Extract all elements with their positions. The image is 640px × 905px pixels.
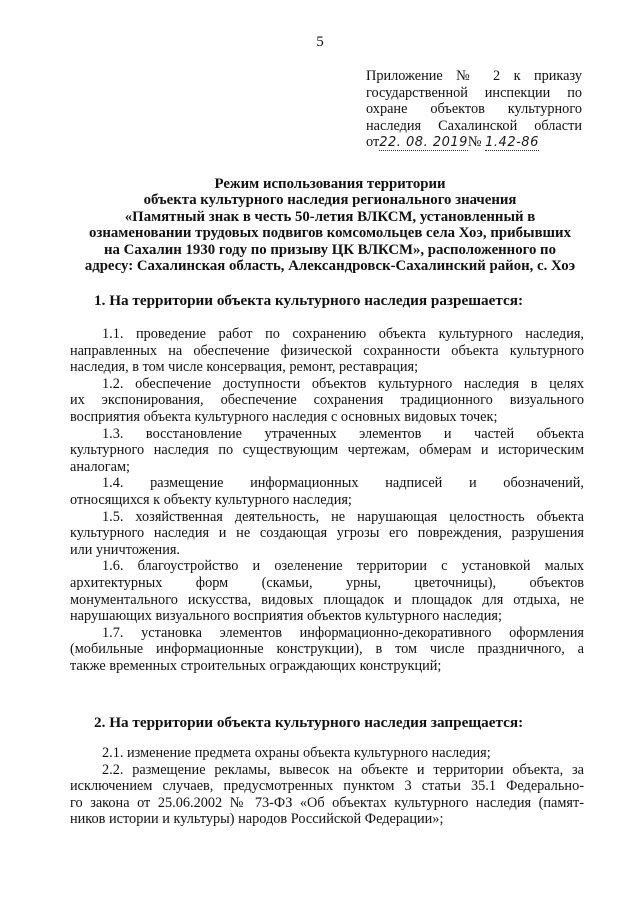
text-line: восприятия объекта культурного наследия с основных видовых точек; bbox=[70, 408, 498, 425]
paragraph-1-1 bbox=[70, 326, 584, 376]
text-line: или уничтожения. bbox=[70, 541, 180, 558]
title-line: «Памятный знак в честь 50-летия ВЛКСМ, установленный в bbox=[124, 208, 536, 225]
paragraph-1-4 bbox=[70, 475, 584, 508]
appendix-line: государственной инспекции по bbox=[366, 84, 582, 101]
appendix-line: наследия Сахалинской области bbox=[366, 117, 582, 134]
text-line: 1.6. благоустройство и озеленение территории с установкой малых bbox=[102, 558, 584, 575]
title-line: адресу: Сахалинская область, Александровск-Сахалинский район, с. Хоэ bbox=[84, 258, 576, 275]
text-line: 1.5. хозяйственная деятельность, не нарушающая целостность объекта bbox=[102, 508, 584, 525]
section-2-body bbox=[70, 745, 584, 828]
handwritten-number: 1.42-86 bbox=[485, 135, 539, 151]
appendix-number-prefix: № bbox=[467, 134, 482, 151]
text-line: архитектурных форм (скамьи, урны, цветочницы), объектов bbox=[70, 574, 584, 591]
text-line: исключением случаев, предусмотренных пунктом 3 статьи 35.1 Федерально- bbox=[70, 778, 584, 795]
appendix-from-prefix: от bbox=[366, 134, 380, 151]
title-line: объекта культурного наследия регионального значения bbox=[143, 192, 517, 209]
text-line: культурного наследия по существующим чертежам, обмерам и историческим bbox=[70, 442, 584, 459]
text-line: нарушающих визуального восприятия объектов культурного наследия; bbox=[70, 608, 502, 625]
text-line: 1.4. размещение информационных надписей и обозначений, bbox=[102, 475, 584, 492]
text-line: их экспонирования, обеспечение сохранения традиционного визуального bbox=[70, 392, 584, 409]
text-line: 1.2. обеспечение доступности объектов культурного наследия в целях bbox=[102, 375, 584, 392]
paragraph-2-2 bbox=[70, 762, 584, 828]
text-line: направленных на обеспечение физической сохранности объекта культурного bbox=[70, 342, 584, 359]
appendix-line: охране объектов культурного bbox=[366, 101, 582, 118]
text-line: монументального искусства, видовых площадок и площадок для отдыха, не bbox=[70, 591, 584, 608]
title-line: Режим использования территории bbox=[214, 176, 446, 192]
text-line: 2.1. изменение предмета охраны объекта культурного наследия; bbox=[102, 745, 491, 761]
text-line: 2.2. размещение рекламы, вывесок на объекте и территории объекта, за bbox=[102, 761, 584, 778]
paragraph-1-6 bbox=[70, 558, 584, 624]
paragraph-1-2 bbox=[70, 376, 584, 426]
section-1-heading: 1. На территории объекта культурного наследия разрешается: bbox=[94, 292, 524, 309]
section-2-heading: 2. На территории объекта культурного наследия запрещается: bbox=[94, 714, 524, 731]
text-line: культурного наследия и не создающая угрозы его повреждения, разрушения bbox=[70, 525, 584, 542]
handwritten-date: 22. 08. 2019 bbox=[379, 135, 468, 151]
paragraph-1-5 bbox=[70, 509, 584, 559]
appendix-line: Приложение № 2 к приказу bbox=[366, 68, 582, 84]
text-line: (мобильные информационные конструкции), в том числе праздничного, а bbox=[70, 641, 584, 658]
title-line: на Сахалин 1930 году по призыву ЦК ВЛКСМ», расположенного по bbox=[104, 241, 556, 258]
paragraph-2-1 bbox=[70, 745, 584, 762]
appendix-date-line bbox=[366, 134, 582, 152]
text-line: ников истории и культуры) народов Российской Федерации»; bbox=[70, 811, 444, 828]
text-line: также временных строительных ограждающих конструкций; bbox=[70, 657, 442, 674]
text-line: наследия, в том числе консервация, ремонт, реставрация; bbox=[70, 359, 419, 376]
paragraph-1-7 bbox=[70, 625, 584, 675]
title-line: ознаменовании трудовых подвигов комсомольцев села Хоэ, прибывших bbox=[89, 225, 571, 242]
appendix-block bbox=[366, 68, 582, 152]
text-line: 1.1. проведение работ по сохранению объекта культурного наследия, bbox=[102, 326, 584, 342]
section-1-body bbox=[70, 326, 584, 674]
text-line: относящихся к объекту культурного наследия; bbox=[70, 491, 352, 508]
document-title bbox=[60, 176, 600, 274]
text-line: аналогам; bbox=[70, 458, 130, 475]
page-number: 5 bbox=[316, 34, 324, 50]
paragraph-1-3 bbox=[70, 426, 584, 476]
text-line: го закона от 25.06.2002 № 73-ФЗ «Об объектах культурного наследия (памят- bbox=[70, 794, 584, 811]
text-line: 1.7. установка элементов информационно-декоративного оформления bbox=[102, 624, 584, 641]
text-line: 1.3. восстановление утраченных элементов и частей объекта bbox=[102, 425, 584, 442]
